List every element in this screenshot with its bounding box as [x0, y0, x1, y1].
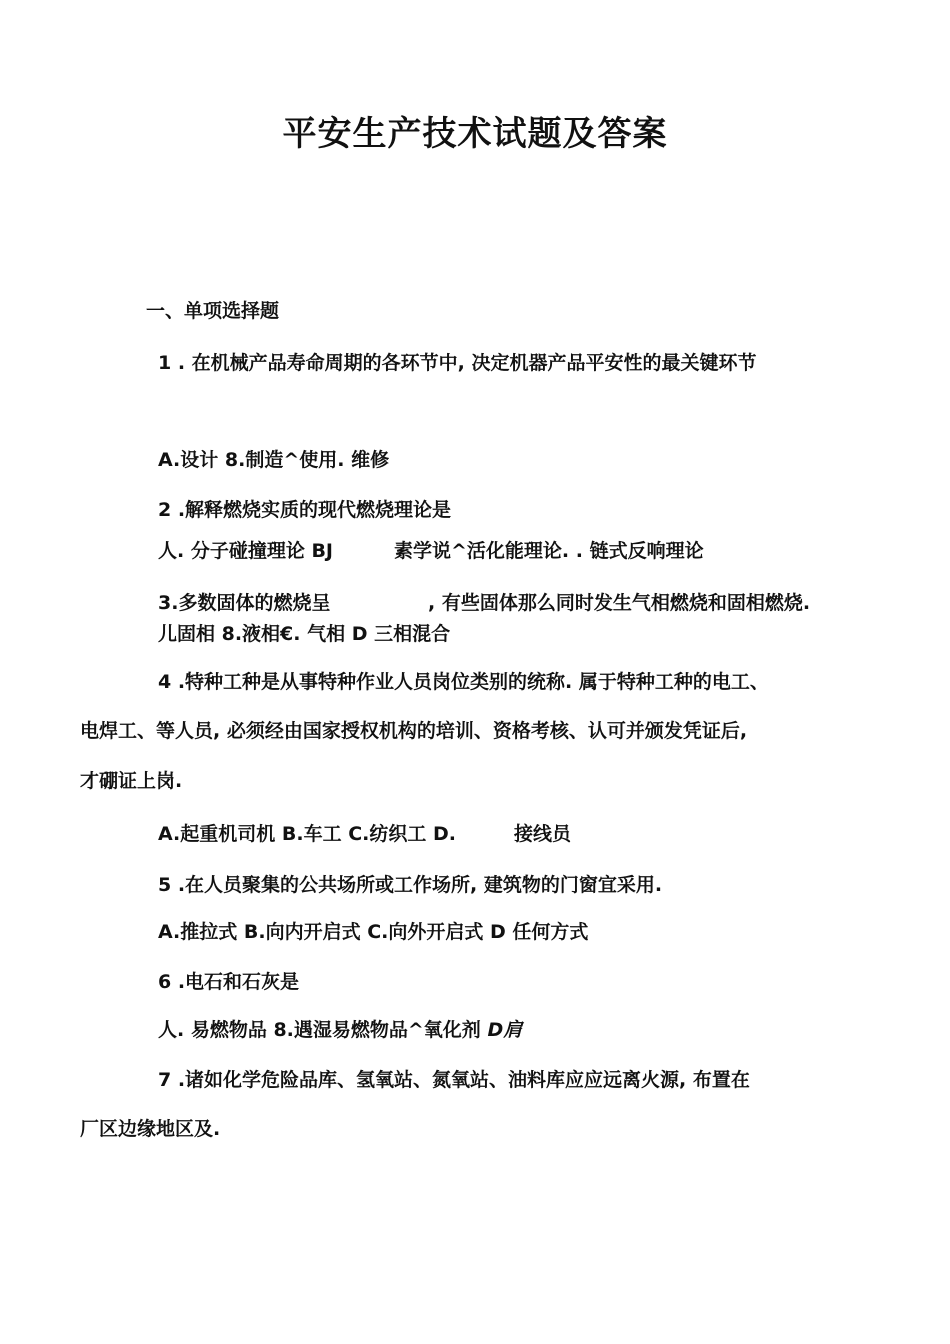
question-4-line-1: 4 .特种工种是从事特种作业人员岗位类别的统称. 属于特种工种的电工、 [158, 671, 769, 693]
question-7-line-2: 厂区边缘地区及. [80, 1118, 221, 1140]
question-6-options-tail: D肩 [487, 1019, 523, 1041]
question-4-line-3: 才硼证上岗. [80, 770, 183, 792]
question-5-text: 5 .在人员聚集的公共场所或工作场所, 建筑物的门窗宜采用. [158, 874, 663, 896]
page-title: 平安生产技术试题及答案 [282, 114, 668, 154]
question-2-text: 2 .解释燃烧实质的现代燃烧理论是 [158, 499, 452, 521]
question-3-text-part1: 3.多数固体的燃烧呈 [158, 592, 331, 614]
section-heading: 一、单项选择题 [146, 300, 280, 322]
question-6-text: 6 .电石和石灰是 [158, 971, 300, 993]
question-2-options-part2: 素学说^活化能理论. . 链式反响理论 [394, 540, 704, 562]
question-7-line-1: 7 .诸如化学危险品库、氢氧站、氮氧站、油料库应应远离火源, 布置在 [158, 1069, 750, 1091]
question-4-options-part1: A.起重机司机 B.车工 C.纺织工 D. [158, 823, 456, 845]
question-4-options-part2: 接线员 [514, 823, 572, 845]
question-3-options: 儿固相 8.液相€. 气相 D 三相混合 [158, 623, 451, 645]
question-1-text: 1 . 在机械产品寿命周期的各环节中, 决定机器产品平安性的最关键环节 [158, 352, 757, 374]
question-3-text-part2: , 有些固体那么同时发生气相燃烧和固相燃烧. [428, 592, 811, 614]
question-6-options [158, 1016, 522, 1044]
question-4-line-2: 电焊工、等人员, 必须经由国家授权机构的培训、资格考核、认可并颁发凭证后, [80, 720, 748, 742]
question-6-options-main: 人. 易燃物品 8.遇湿易燃物品^氧化剂 [158, 1019, 481, 1041]
question-1-options: A.设计 8.制造^使用. 维修 [158, 449, 390, 471]
question-5-options: A.推拉式 B.向内开启式 C.向外开启式 D 任何方式 [158, 921, 589, 943]
question-2-options-part1: 人. 分子碰撞理论 BJ [158, 540, 333, 562]
